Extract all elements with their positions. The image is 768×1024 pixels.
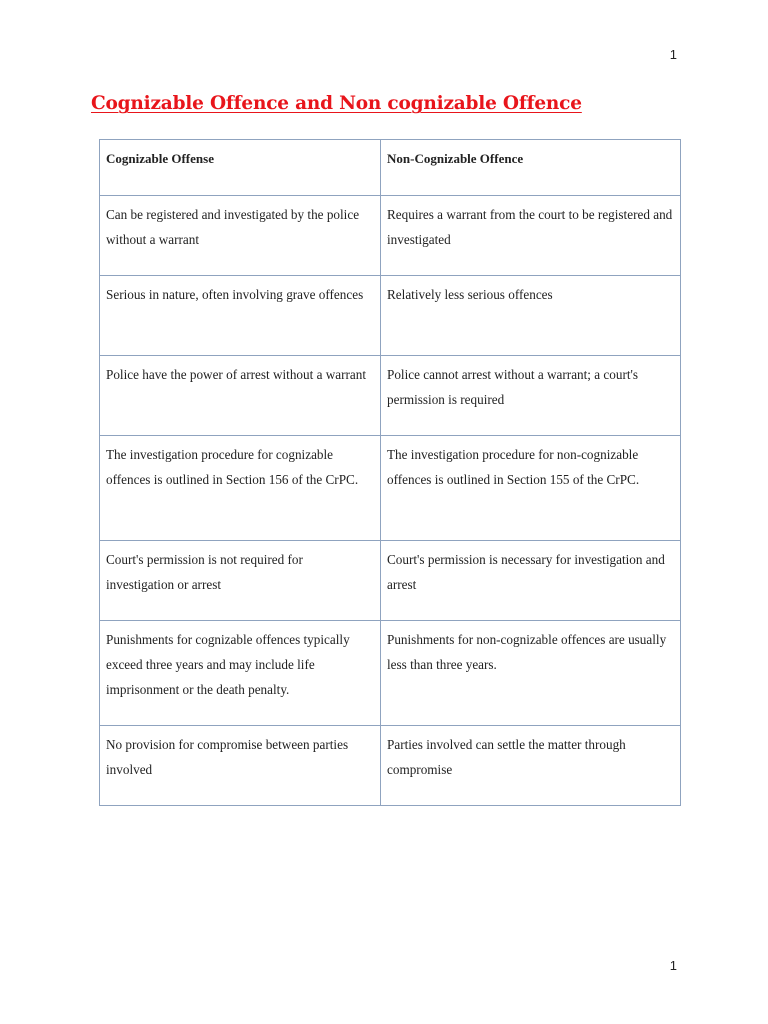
page-number-top: 1 [669, 47, 677, 62]
cell-cognizable: Punishments for cognizable offences typically exceed three years and may include life imprisonment or the death penalty. [100, 621, 381, 726]
table-row [100, 196, 681, 276]
cell-cognizable: Can be registered and investigated by the police without a warrant [100, 196, 381, 276]
cell-non-cognizable: Requires a warrant from the court to be registered and investigated [381, 196, 681, 276]
cell-non-cognizable: Punishments for non-cognizable offences are usually less than three years. [381, 621, 681, 726]
header-non-cognizable: Non-Cognizable Offence [381, 140, 681, 196]
table-row [100, 541, 681, 621]
table-row [100, 356, 681, 436]
page-title: Cognizable Offence and Non cognizable Offence [91, 93, 582, 114]
cell-non-cognizable: The investigation procedure for non-cognizable offences is outlined in Section 155 of the CrPC. [381, 436, 681, 541]
comparison-table [99, 139, 681, 806]
cell-non-cognizable: Parties involved can settle the matter through compromise [381, 726, 681, 806]
table-row [100, 726, 681, 806]
cell-cognizable: The investigation procedure for cognizable offences is outlined in Section 156 of the CrPC. [100, 436, 381, 541]
cell-non-cognizable: Court's permission is necessary for investigation and arrest [381, 541, 681, 621]
cell-cognizable: No provision for compromise between parties involved [100, 726, 381, 806]
cell-cognizable: Court's permission is not required for investigation or arrest [100, 541, 381, 621]
cell-cognizable: Serious in nature, often involving grave offences [100, 276, 381, 356]
table-row [100, 436, 681, 541]
table-row [100, 276, 681, 356]
cell-cognizable: Police have the power of arrest without a warrant [100, 356, 381, 436]
cell-non-cognizable: Relatively less serious offences [381, 276, 681, 356]
table-header-row [100, 140, 681, 196]
cell-non-cognizable: Police cannot arrest without a warrant; a court's permission is required [381, 356, 681, 436]
page-number-bottom: 1 [669, 958, 677, 973]
header-cognizable: Cognizable Offense [100, 140, 381, 196]
table-row [100, 621, 681, 726]
